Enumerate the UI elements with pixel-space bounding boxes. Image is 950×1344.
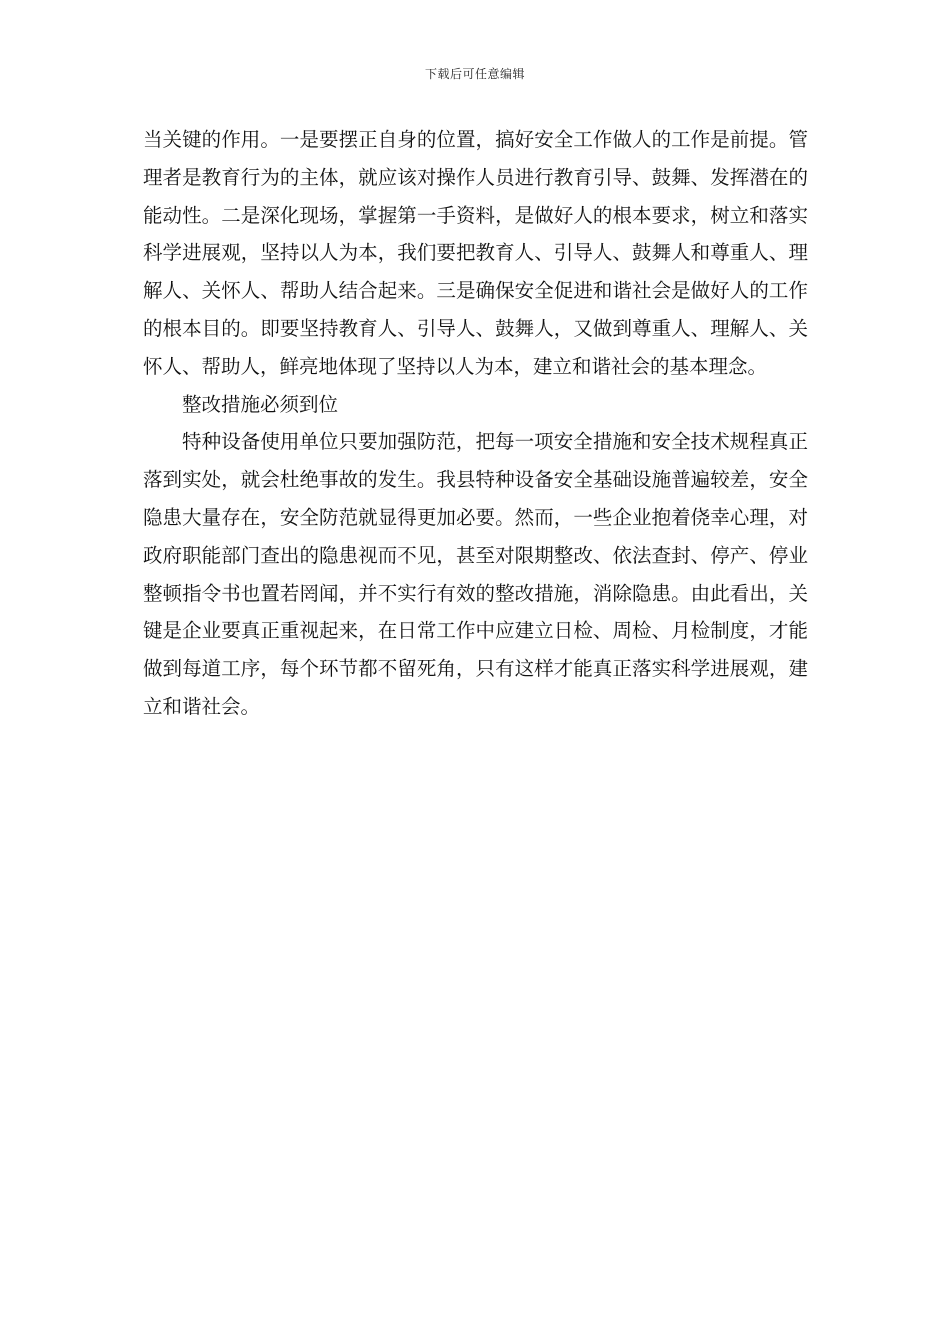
document-body [143, 121, 808, 726]
page-header: 下载后可任意编辑 [424, 67, 525, 81]
section-heading: 整改措施必须到位 [182, 392, 339, 416]
body-paragraph-2: 特种设备使用单位只要加强防范，把每一项安全措施和安全技术规程真正落到实处，就会杜绝事故的发生。我县特种设备安全基础设施普遍较差，安全隐患大量存在，安全防范就显得更加必要。然而，一些企业抱着侥幸心理，对政府职能部门查出的隐患视而不见，甚至对限期整改、依法查封、停产、停业整顿指令书也置若罔闻，并不实行有效的整改措施，消除隐患。由此看出，关键是企业要真正重视起来，在日常工作中应建立日检、周检、月检制度，才能做到每道工序，每个环节都不留死角，只有这样才能真正落实科学进展观，建立和谐社会。 [143, 430, 808, 718]
body-paragraph-1: 当关键的作用。一是要摆正自身的位置，搞好安全工作做人的工作是前提。管理者是教育行为的主体，就应该对操作人员进行教育引导、鼓舞、发挥潜在的能动性。二是深化现场，掌握第一手资料，是做好人的根本要求，树立和落实科学进展观，坚持以人为本，我们要把教育人、引导人、鼓舞人和尊重人、理解人、关怀人、帮助人结合起来。三是确保安全促进和谐社会是做好人的工作的根本目的。即要坚持教育人、引导人、鼓舞人，又做到尊重人、理解人、关怀人、帮助人，鲜亮地体现了坚持以人为本，建立和谐社会的基本理念。 [143, 128, 808, 378]
